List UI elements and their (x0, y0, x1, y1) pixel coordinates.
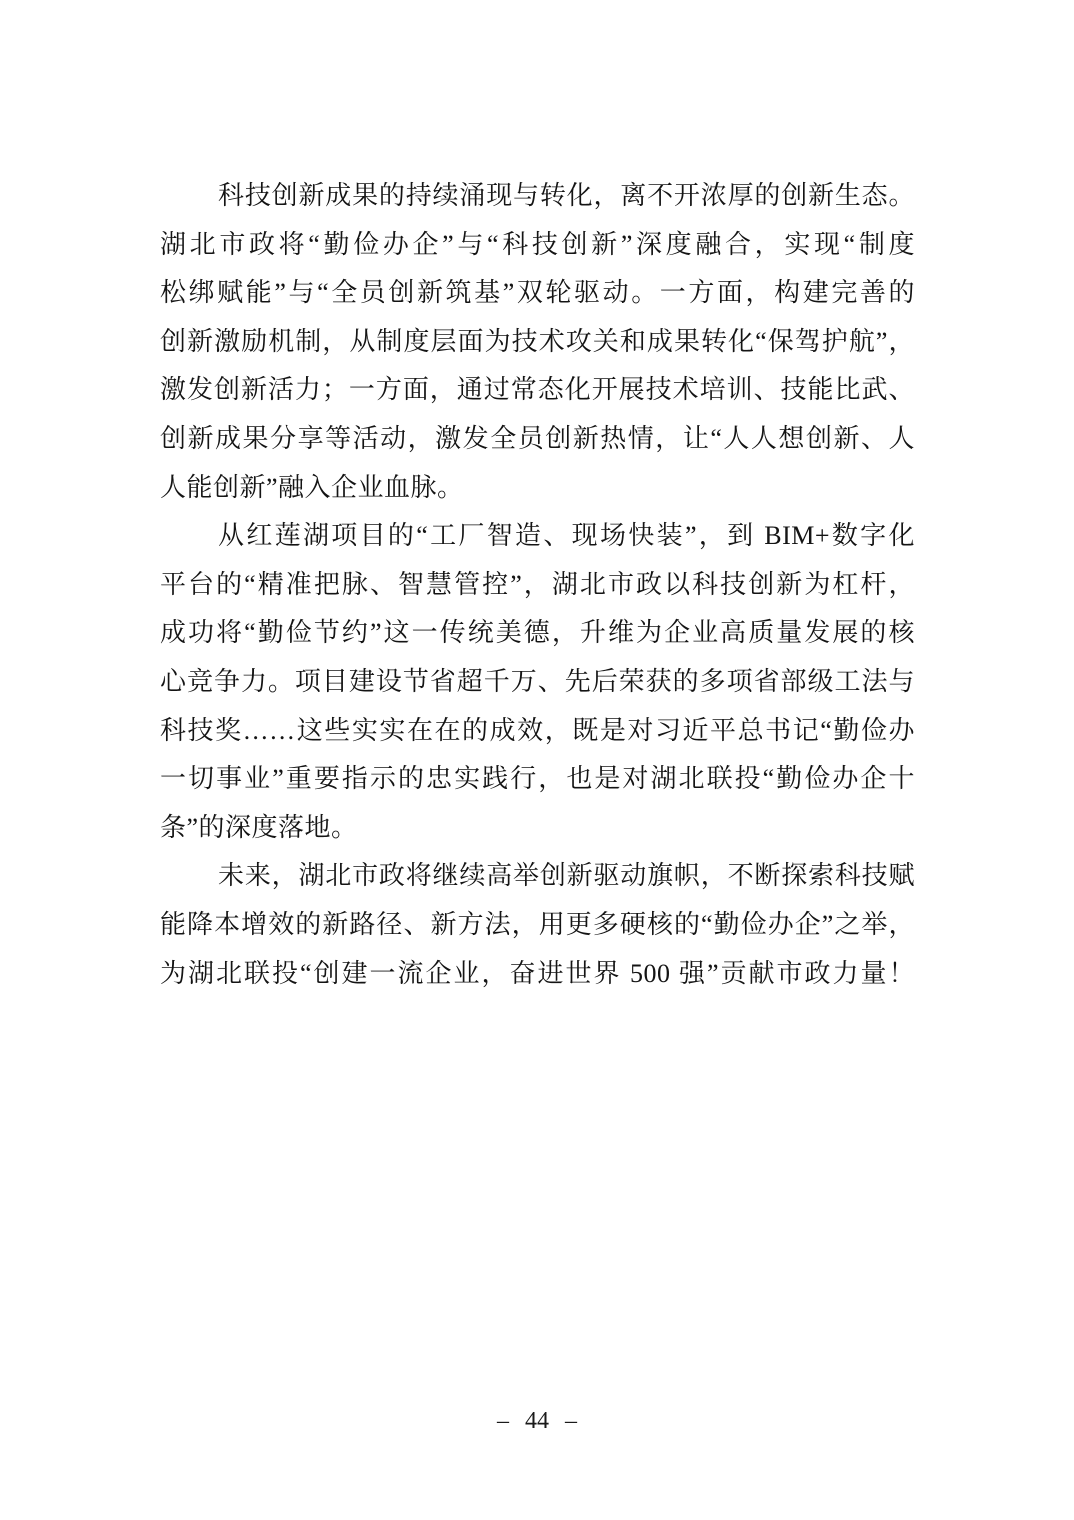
paragraph (160, 172, 915, 512)
document-body (160, 172, 915, 998)
text-line: 为湖北联投“创建一流企业，奋进世界 500 强”贡献市政力量！ (160, 958, 915, 988)
text-line: 松绑赋能”与“全员创新筑基”双轮驱动。一方面，构建完善的 (160, 278, 915, 308)
text-line: 条”的深度落地。 (160, 812, 358, 842)
text-line: 从红莲湖项目的“工厂智造、现场快装”，到 BIM+数字化 (218, 521, 915, 551)
text-line: 激发创新活力；一方面，通过常态化开展技术培训、技能比武、 (160, 375, 915, 405)
text-line: 心竞争力。项目建设节省超千万、先后荣获的多项省部级工法与 (160, 666, 915, 696)
text-line: 创新激励机制，从制度层面为技术攻关和成果转化“保驾护航”， (160, 326, 915, 356)
page-number: – 44 – (497, 1408, 577, 1434)
text-line: 创新成果分享等活动，激发全员创新热情，让“人人想创新、人 (160, 423, 915, 453)
text-line: 湖北市政将“勤俭办企”与“科技创新”深度融合，实现“制度 (160, 229, 915, 259)
text-line: 成功将“勤俭节约”这一传统美德，升维为企业高质量发展的核 (160, 618, 915, 648)
text-line: 能降本增效的新路径、新方法，用更多硬核的“勤俭办企”之举， (160, 909, 915, 939)
text-line: 科技奖……这些实实在在的成效，既是对习近平总书记“勤俭办 (160, 715, 915, 745)
text-line: 未来，湖北市政将继续高举创新驱动旗帜，不断探索科技赋 (218, 861, 915, 891)
text-line: 人能创新”融入企业血脉。 (160, 472, 464, 502)
text-line: 科技创新成果的持续涌现与转化，离不开浓厚的创新生态。 (218, 181, 915, 210)
text-line: 一切事业”重要指示的忠实践行，也是对湖北联投“勤俭办企十 (160, 764, 915, 794)
text-line: 平台的“精准把脉、智慧管控”，湖北市政以科技创新为杠杆， (160, 569, 915, 599)
paragraph (160, 852, 915, 998)
page-footer (0, 1406, 1074, 1436)
paragraph (160, 512, 915, 852)
